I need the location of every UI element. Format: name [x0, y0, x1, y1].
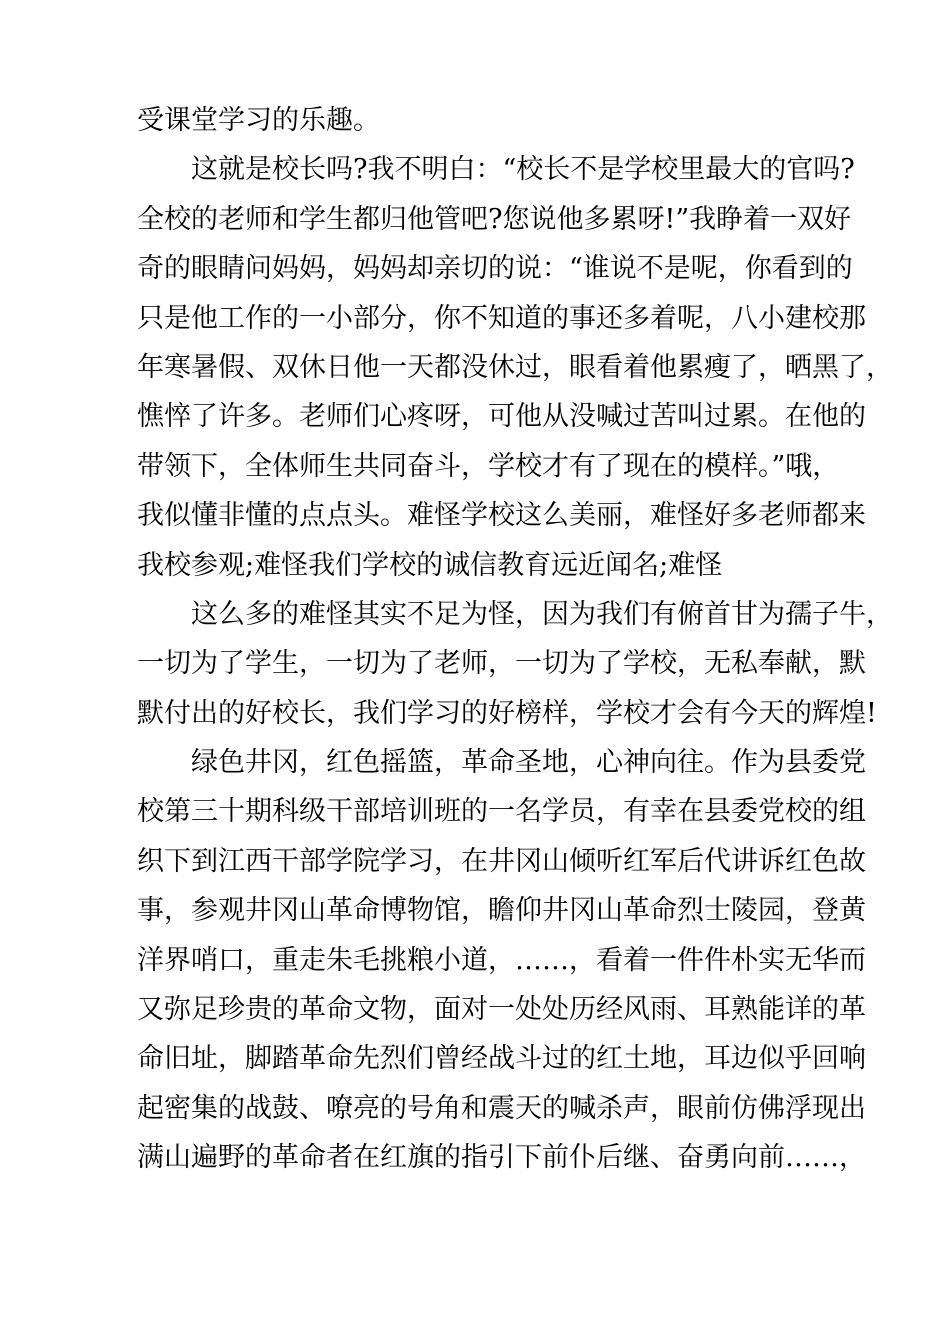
text-line: 年寒暑假、双休日他一天都没休过，眼看着他累瘦了，晒黑了， [137, 351, 893, 383]
body-text [137, 96, 893, 1183]
text-line: 默付出的好校长，我们学习的好榜样，学校才会有今天的辉煌! [137, 697, 877, 729]
text-line: 织下到江西干部学院学习，在井冈山倾听红军后代讲诉红色故 [137, 845, 866, 877]
text-line: 绿色井冈，红色摇篮，革命圣地，心神向往。作为县委党 [191, 747, 866, 779]
text-line: 又弥足珍贵的革命文物，面对一处处历经风雨、耳熟能详的革 [137, 994, 866, 1026]
text-line: 洋界哨口，重走朱毛挑粮小道，……，看着一件件朴实无华而 [137, 944, 866, 976]
text-line: 起密集的战鼓、嘹亮的号角和震天的喊杀声，眼前仿佛浮现出 [137, 1092, 866, 1124]
text-line: 全校的老师和学生都归他管吧?您说他多累呀!”我睁着一双好 [137, 203, 852, 235]
text-line: 奇的眼睛问妈妈，妈妈却亲切的说：“谁说不是呢，你看到的 [137, 253, 853, 285]
text-line: 我校参观;难怪我们学校的诚信教育远近闻名;难怪 [137, 549, 723, 581]
text-line: 事，参观井冈山革命博物馆，瞻仰井冈山革命烈士陵园，登黄 [137, 895, 866, 927]
text-line: 受课堂学习的乐趣。 [137, 105, 380, 136]
text-line: 一切为了学生，一切为了老师，一切为了学校，无私奉献，默 [137, 648, 866, 680]
text-line: 憔悴了许多。老师们心疼呀，可他从没喊过苦叫过累。在他的 [137, 401, 866, 433]
text-line: 带领下，全体师生共同奋斗，学校才有了现在的模样。”哦， [137, 450, 840, 482]
text-line: 只是他工作的一小部分，你不知道的事还多着呢，八小建校那 [137, 302, 866, 334]
text-line: 满山遍野的革命者在红旗的指引下前仆后继、奋勇向前……， [137, 1142, 866, 1174]
text-line: 这就是校长吗?我不明白：“校长不是学校里最大的官吗? [191, 154, 855, 186]
text-line: 命旧址，脚踏革命先烈们曾经战斗过的红土地，耳边似乎回响 [137, 1043, 866, 1075]
text-line: 校第三十期科级干部培训班的一名学员，有幸在县委党校的组 [137, 796, 866, 828]
text-line: 这么多的难怪其实不足为怪，因为我们有俯首甘为孺子牛， [191, 598, 893, 630]
text-line: 我似懂非懂的点点头。难怪学校这么美丽，难怪好多老师都来 [137, 500, 866, 532]
